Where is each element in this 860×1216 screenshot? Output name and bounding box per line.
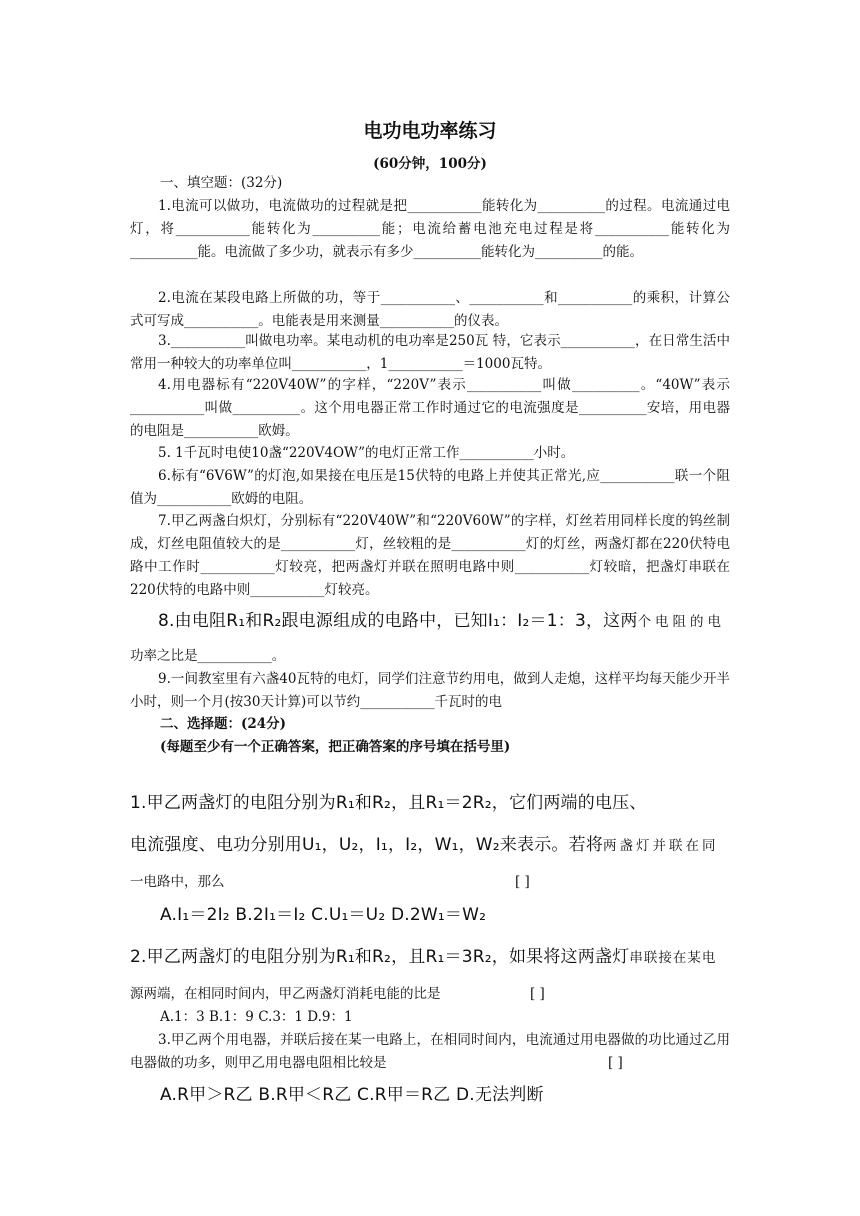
choice-1-line-2 [130,834,730,858]
question-6: 6.标有“6V6W”的灯泡,如果接在电压是15伏特的电路上并使其正常光,应___________联一个阻值为___________欧姆的电阻。 [130,468,730,507]
question-8-line-2: 功率之比是___________。 [130,648,286,664]
choice-1-text: 一电路中，那么 [130,874,225,890]
choice-1-formula-2: 电流强度、电功分别用U₁，U₂，I₁，I₂，W₁，W₂来表示。若将 [130,835,604,855]
question-8-tail: 个电阻的电 [637,614,726,630]
choice-3-options [160,1084,760,1108]
question-5: 5. 1千瓦时电使10盏“220V4OW”的电灯正常工作___________小时。 [158,445,575,461]
question-7: 7.甲乙两盏白炽灯，分别标有“220V40W”和“220V60W”的字样，灯丝若用同样长度的钨丝制成，灯丝电阻值较大的是___________灯，丝较粗的是___________灯的灯丝，两盏灯都在220伏特电路中工作时___________灯较亮，把两盏灯并联在照明电路中则___________灯较暗，把盏灯串联在220伏特的电路中则___________灯较亮。 [130,513,730,598]
question-1: 1.电流可以做功，电流做功的过程就是把___________能转化为__________的过程。电流通过电灯，将___________能转化为__________能；电流给蓄电池充电过程是将___________能转化为__________能。电流做了多少功，就表示有多少__________能转化为__________的能。 [130,198,730,260]
choice-3-options-text: A.R甲＞R乙 B.R甲＜R乙 C.R甲＝R乙 D.无法判断 [160,1085,544,1105]
question-4: 4.用电器标有“220V40W”的字样，“220V”表示___________叫做__________。“40W”表示___________叫做__________。这个用电器正常工作时通过它的电流强度是__________安培，用电器的电阻是___________欧姆。 [130,377,730,439]
choice-2-options: A.1：3 B.1：9 C.3：1 D.9：1 [160,1009,353,1025]
question-3: 3.___________叫做电功率。某电动机的电功率是250瓦 特，它表示___________，在日常生活中常用一种较大的功率单位叫___________，1___________＝1000瓦特。 [130,333,730,372]
choice-1-options-text: A.I₁＝2I₂ B.2I₁＝I₂ C.U₁＝U₂ D.2W₁＝W₂ [160,905,487,925]
choice-2-formula: 2.甲乙两盏灯的电阻分别为R₁和R₂，且R₁＝3R₂，如果将这两盏灯 [130,947,630,967]
choice-1-options [160,904,760,928]
choice-1-tail: 两盏灯并联在同 [603,838,719,854]
choice-2-text: 源两端，在相同时间内，甲乙两盏灯消耗电能的比是 [130,986,441,1002]
question-8-formula: 8.由电阻R₁和R₂跟电源组成的电路中，已知I₁：I₂＝1：3，这两 [158,611,638,631]
page-subtitle: (60分钟，100分) [373,156,487,172]
choice-3: 3.甲乙两个用电器，并联后接在某一电路上，在相同时间内，电流通过用电器做的功比通过乙用电器做的功多，则甲乙用电器电阻相比较是 [130,1032,730,1071]
choice-2-tail: 串联接在某电 [629,950,717,966]
page-title: 电功电功率练习 [363,120,497,142]
section-2-note: (每题至少有一个正确答案，把正确答案的序号填在括号里) [160,739,511,755]
question-2: 2.电流在某段电路上所做的功，等于___________、___________和___________的乘积，计算公式可写成___________。电能表是用来测量___________的仪表。 [130,290,730,329]
choice-1-line-3 [130,871,730,894]
choice-2-line-1 [130,946,730,970]
section-2-heading: 二、选择题：(24分) [160,716,287,732]
choice-2-answer-bracket: [ ] [530,986,545,1002]
choice-1-formula-1: 1.甲乙两盏灯的电阻分别为R₁和R₂，且R₁＝2R₂，它们两端的电压、 [130,793,647,813]
choice-2-line-2 [130,983,730,1006]
question-9: 9.一间教室里有六盏40瓦特的电灯，同学们注意节约用电，做到人走熄，这样平均每天能少开半小时，则一个月(按30天计算)可以节约___________千瓦时的电 [130,671,730,710]
section-1-heading: 一、填空题：(32分) [160,175,283,191]
choice-1-line-1 [130,792,730,816]
choice-1-answer-bracket: [ ] [515,874,530,890]
choice-3-answer-bracket: [ ] [608,1055,623,1071]
question-8-line-1 [158,610,758,634]
